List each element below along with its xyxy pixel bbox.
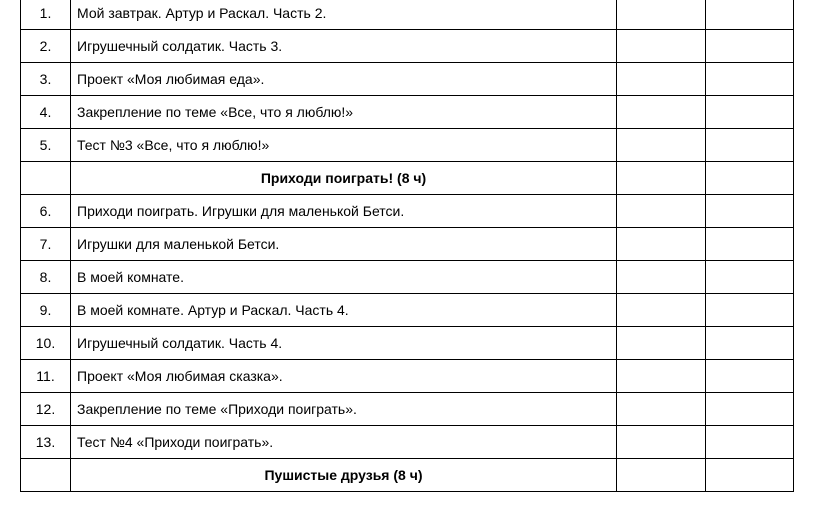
lesson-number: 6. <box>21 195 71 228</box>
lesson-topic: Проект «Моя любимая сказка». <box>71 360 617 393</box>
date-plan-cell <box>617 393 706 426</box>
date-plan-cell <box>617 360 706 393</box>
lesson-topic: Игрушки для маленькой Бетси. <box>71 228 617 261</box>
table-row <box>21 426 794 459</box>
date-fact-cell <box>706 30 794 63</box>
lesson-topic: В моей комнате. <box>71 261 617 294</box>
table-row <box>21 261 794 294</box>
table-row <box>21 327 794 360</box>
lesson-number: 5. <box>21 129 71 162</box>
date-plan-cell <box>617 228 706 261</box>
date-fact-cell <box>706 327 794 360</box>
section-number-cell <box>21 459 71 492</box>
lesson-number: 10. <box>21 327 71 360</box>
lesson-topic: Тест №3 «Все, что я люблю!» <box>71 129 617 162</box>
date-fact-cell <box>706 426 794 459</box>
lesson-number: 3. <box>21 63 71 96</box>
lesson-topic: Закрепление по теме «Приходи поиграть». <box>71 393 617 426</box>
lesson-topic: Игрушечный солдатик. Часть 4. <box>71 327 617 360</box>
date-plan-cell <box>617 261 706 294</box>
table-row <box>21 393 794 426</box>
section-number-cell <box>21 162 71 195</box>
lesson-number: 8. <box>21 261 71 294</box>
date-fact-cell <box>706 459 794 492</box>
date-fact-cell <box>706 261 794 294</box>
date-fact-cell <box>706 0 794 30</box>
section-title: Пушистые друзья (8 ч) <box>71 459 617 492</box>
table-row <box>21 228 794 261</box>
date-fact-cell <box>706 360 794 393</box>
date-plan-cell <box>617 195 706 228</box>
date-plan-cell <box>617 327 706 360</box>
lesson-number: 7. <box>21 228 71 261</box>
date-fact-cell <box>706 162 794 195</box>
date-plan-cell <box>617 63 706 96</box>
table-row <box>21 129 794 162</box>
lesson-number: 2. <box>21 30 71 63</box>
date-fact-cell <box>706 96 794 129</box>
lesson-number: 4. <box>21 96 71 129</box>
lesson-number: 11. <box>21 360 71 393</box>
table-row <box>21 195 794 228</box>
table-row <box>21 360 794 393</box>
lesson-topic: Мой завтрак. Артур и Раскал. Часть 2. <box>71 0 617 30</box>
lesson-topic: Закрепление по теме «Все, что я люблю!» <box>71 96 617 129</box>
date-plan-cell <box>617 294 706 327</box>
date-fact-cell <box>706 63 794 96</box>
table-row <box>21 30 794 63</box>
lesson-topic: Проект «Моя любимая еда». <box>71 63 617 96</box>
table-row <box>21 0 794 30</box>
date-plan-cell <box>617 96 706 129</box>
date-fact-cell <box>706 228 794 261</box>
section-row <box>21 459 794 492</box>
table-row <box>21 96 794 129</box>
date-plan-cell <box>617 426 706 459</box>
date-plan-cell <box>617 30 706 63</box>
lesson-topic: Тест №4 «Приходи поиграть». <box>71 426 617 459</box>
lesson-topic: В моей комнате. Артур и Раскал. Часть 4. <box>71 294 617 327</box>
lesson-number: 12. <box>21 393 71 426</box>
date-plan-cell <box>617 162 706 195</box>
date-plan-cell <box>617 0 706 30</box>
date-plan-cell <box>617 129 706 162</box>
date-fact-cell <box>706 294 794 327</box>
date-fact-cell <box>706 393 794 426</box>
lesson-number: 13. <box>21 426 71 459</box>
table-row <box>21 63 794 96</box>
date-plan-cell <box>617 459 706 492</box>
lesson-number: 9. <box>21 294 71 327</box>
date-fact-cell <box>706 129 794 162</box>
section-title: Приходи поиграть! (8 ч) <box>71 162 617 195</box>
section-row <box>21 162 794 195</box>
lesson-plan-table <box>20 0 794 492</box>
lesson-topic: Приходи поиграть. Игрушки для маленькой Бетси. <box>71 195 617 228</box>
lesson-number: 1. <box>21 0 71 30</box>
table-row <box>21 294 794 327</box>
lesson-topic: Игрушечный солдатик. Часть 3. <box>71 30 617 63</box>
date-fact-cell <box>706 195 794 228</box>
